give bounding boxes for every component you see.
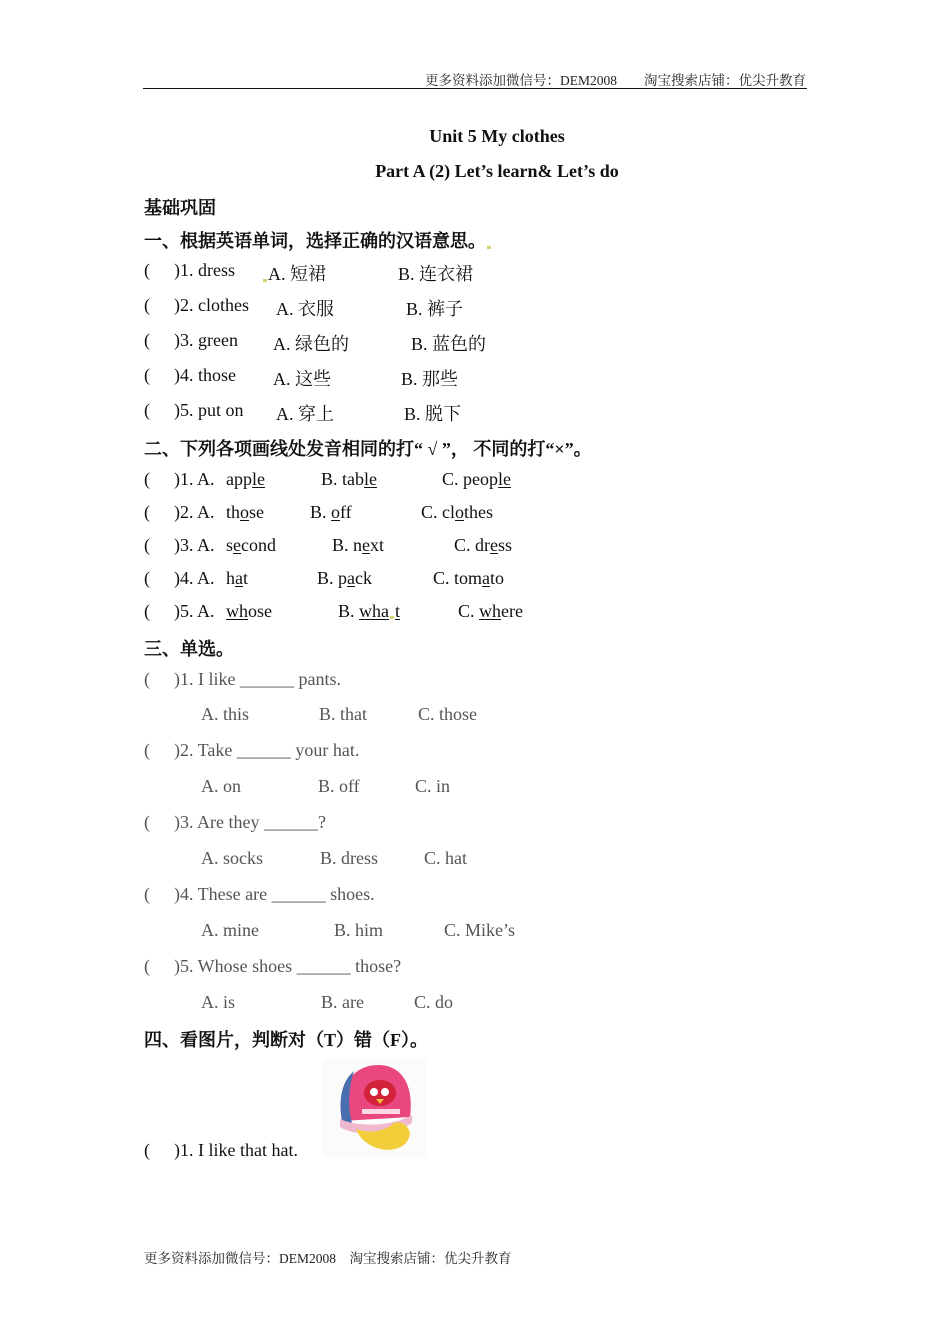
s1-item-3 <box>144 330 487 354</box>
s1-item-3-a: A. 绿色的 <box>273 334 349 354</box>
s1-item-4 <box>144 365 459 389</box>
s3-q1-text: )1. I like ______ pants. <box>174 669 341 689</box>
s2-item-3 <box>144 535 513 556</box>
s1-item-2-b: B. 裤子 <box>406 299 464 319</box>
cap-illustration <box>322 1059 426 1157</box>
answer-blank[interactable]: ( <box>144 295 150 315</box>
s1-item-4-a: A. 这些 <box>273 369 331 389</box>
highlight-mark <box>390 616 394 619</box>
s2-item-5-c: C. where <box>458 601 523 621</box>
section-3-heading: 三、单选。 <box>144 639 234 659</box>
s3-q4-b: B. him <box>334 920 384 940</box>
answer-blank[interactable]: ( <box>144 956 150 976</box>
s2-item-3-b: B. next <box>332 535 385 555</box>
s2-item-5-num: )5. A. <box>174 601 215 621</box>
answer-blank[interactable]: ( <box>144 365 150 385</box>
answer-blank[interactable]: ( <box>144 812 150 832</box>
answer-blank[interactable]: ( <box>144 568 150 588</box>
bird-eye-right <box>381 1088 389 1096</box>
s3-q4-text: )4. These are ______ shoes. <box>174 884 375 904</box>
s1-item-2 <box>144 295 464 319</box>
s2-item-5-b: B. wha t <box>338 601 401 621</box>
s3-q2-c: C. in <box>415 776 451 796</box>
section-1-heading <box>144 227 492 253</box>
s2-item-1-b: B. table <box>321 469 378 489</box>
s1-item-3-word: )3. green <box>174 330 238 350</box>
answer-blank[interactable]: ( <box>144 1140 150 1160</box>
s2-item-2-b: B. off <box>310 502 352 522</box>
s3-q3-a: A. socks <box>201 848 263 868</box>
s3-q3 <box>144 812 326 833</box>
s2-item-5 <box>144 601 523 622</box>
s1-item-5 <box>144 400 462 424</box>
s3-q5 <box>144 956 401 977</box>
s3-q2-text: )2. Take ______ your hat. <box>174 740 360 760</box>
s2-item-1-a: apple <box>226 469 265 489</box>
bird-eye-left <box>370 1088 378 1096</box>
s4-item-1-text: )1. I like that hat. <box>174 1140 298 1160</box>
s1-item-4-word: )4. those <box>174 365 236 385</box>
s3-q1-a: A. this <box>201 704 250 724</box>
s3-q5-text: )5. Whose shoes ______ those? <box>174 956 402 976</box>
s1-item-2-word: )2. clothes <box>174 295 249 315</box>
highlight-mark <box>487 246 491 249</box>
answer-blank[interactable]: ( <box>144 884 150 904</box>
s3-q2-a: A. on <box>201 776 241 796</box>
footer-text: 更多资料添加微信号：DEM2008 淘宝搜索店铺：优尖升教育 <box>144 1251 512 1266</box>
s2-item-2-num: )2. A. <box>174 502 215 522</box>
s2-item-2 <box>144 502 494 523</box>
s3-q3-text: )3. Are they ______? <box>174 812 326 832</box>
s3-q4-c: C. Mike’s <box>444 920 516 940</box>
s2-item-4-c: C. tomato <box>433 568 505 588</box>
s1-item-1-word: )1. dress <box>174 260 235 280</box>
s4-item-1 <box>144 1140 298 1161</box>
s1-item-5-b: B. 脱下 <box>404 404 462 424</box>
s2-item-1-c: C. people <box>442 469 512 489</box>
s2-item-1 <box>144 469 512 490</box>
s2-item-4-num: )4. A. <box>174 568 215 588</box>
answer-blank[interactable]: ( <box>144 601 150 621</box>
basic-label: 基础巩固 <box>144 198 216 218</box>
cap-logo-strip <box>362 1109 400 1114</box>
s1-item-1-b: B. 连衣裙 <box>398 264 474 284</box>
s3-q1-b: B. that <box>319 704 367 724</box>
s3-q1 <box>144 669 341 690</box>
answer-blank[interactable]: ( <box>144 260 150 280</box>
s1-item-5-word: )5. put on <box>174 400 244 420</box>
s3-q3-b: B. dress <box>320 848 378 868</box>
answer-blank[interactable]: ( <box>144 740 150 760</box>
header-rule <box>143 88 807 89</box>
s2-item-3-a: second <box>226 535 277 555</box>
s1-item-4-b: B. 那些 <box>401 369 459 389</box>
answer-blank[interactable]: ( <box>144 502 150 522</box>
s2-item-1-num: )1. A. <box>174 469 215 489</box>
s2-item-2-c: C. clothes <box>421 502 494 522</box>
s1-item-1-a: A. 短裙 <box>268 264 326 284</box>
header-text: 更多资料添加微信号：DEM2008 淘宝搜索店铺：优尖升教育 <box>425 73 806 88</box>
s3-q1-c: C. those <box>418 704 478 724</box>
s3-q4-a: A. mine <box>201 920 259 940</box>
section-1-heading-text: 一、根据英语单词，选择正确的汉语意思。 <box>144 231 486 251</box>
s2-item-4-a: hat <box>226 568 249 588</box>
answer-blank[interactable]: ( <box>144 669 150 689</box>
s1-item-3-b: B. 蓝色的 <box>411 334 487 354</box>
unit-title: Unit 5 My clothes <box>429 126 565 146</box>
s2-item-3-c: C. dress <box>454 535 513 555</box>
s2-item-4 <box>144 568 505 589</box>
s3-q2 <box>144 740 359 761</box>
answer-blank[interactable]: ( <box>144 469 150 489</box>
highlight-mark <box>263 279 267 282</box>
s3-q5-b: B. are <box>321 992 364 1012</box>
section-4-heading: 四、看图片，判断对（T）错（F）。 <box>144 1030 428 1050</box>
s3-q4 <box>144 884 375 905</box>
s2-item-2-a: those <box>226 502 265 522</box>
cap-image <box>322 1059 426 1157</box>
s1-item-1 <box>144 260 474 284</box>
answer-blank[interactable]: ( <box>144 400 150 420</box>
s3-q2-b: B. off <box>318 776 360 796</box>
s3-q3-c: C. hat <box>424 848 467 868</box>
answer-blank[interactable]: ( <box>144 330 150 350</box>
s2-item-3-num: )3. A. <box>174 535 215 555</box>
s3-q5-c: C. do <box>414 992 454 1012</box>
part-title: Part A (2) Let’s learn& Let’s do <box>375 161 619 181</box>
answer-blank[interactable]: ( <box>144 535 150 555</box>
s2-item-4-b: B. pack <box>317 568 373 588</box>
section-2-heading: 二、下列各项画线处发音相同的打“ √ ”， 不同的打“×”。 <box>144 439 592 459</box>
s1-item-5-a: A. 穿上 <box>276 404 334 424</box>
s2-item-5-a: whose <box>226 601 272 621</box>
s1-item-2-a: A. 衣服 <box>276 299 334 319</box>
s3-q5-a: A. is <box>201 992 236 1012</box>
